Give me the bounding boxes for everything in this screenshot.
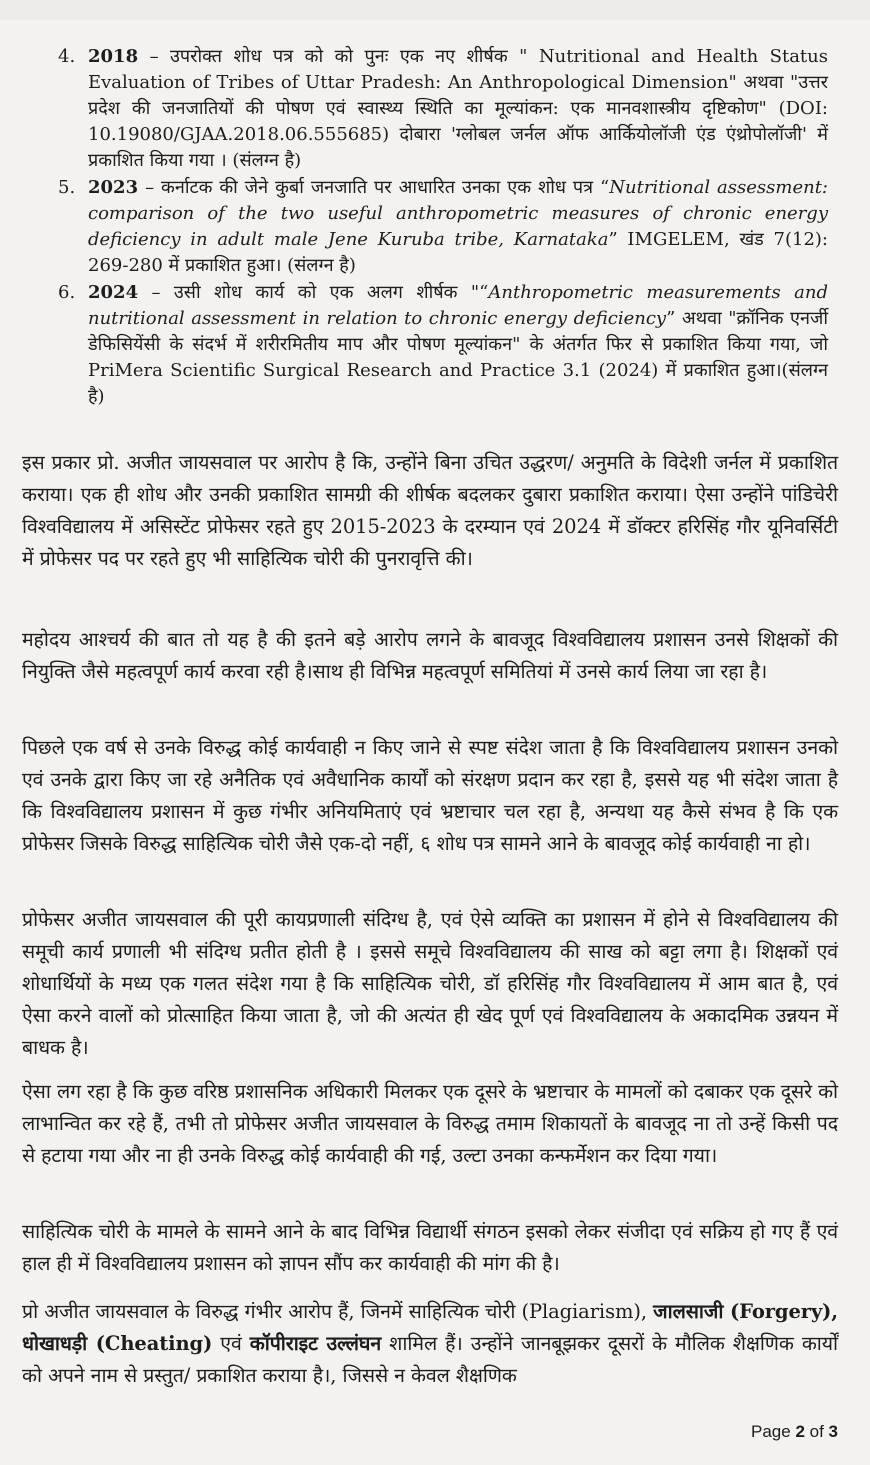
list-text: – उसी शोध कार्य को एक अलग शीर्षक "“	[138, 282, 489, 303]
body-paragraph: साहित्यिक चोरी के मामले के सामने आने के बाद विभिन्न विद्यार्थी संगठन इसको लेकर संजीदा एवं सक्रिय हो गए हैं एवं हाल ही में विश्वविद्यालय प्रशासन को ज्ञापन सौंप कर कार्यवाही की मांग की है।	[22, 1220, 838, 1275]
body-paragraph: महोदय आश्चर्य की बात तो यह है की इतने बड़े आरोप लगने के बावजूद विश्वविद्यालय प्रशासन उनसे शिक्षकों की नियुक्ति जैसे महत्वपूर्ण कार्य करवा रही है।साथ ही विभिन्न महत्वपूर्ण समितियां में उनसे कार्य लिया जा रहा है।	[22, 628, 838, 683]
paper-title: Anthropometric measurements and nutritional assessment in relation to chronic energy deficiency	[88, 282, 828, 329]
list-text: – उपरोक्त शोध पत्र को को पुनः एक नए शीर्षक " Nutritional and Health Status Evaluation of Tribes of Uttar Pradesh: An Anthropological Dimension" अथवा "उत्तर प्रदेश की जनजातियों की पोषण एवं स्वास्थ्य स्थिति का मूल्यांकन: एक मानवशास्त्रीय दृष्टिकोण" (DOI: 10.19080/GJAA.2018.06.555685) दोबारा 'ग्लोबल जर्नल ऑफ आर्कियोलॉजी एंड एंथ्रोपोलॉजी' में प्रकाशित किया गया । (संलग्न है)	[88, 46, 828, 171]
list-item	[58, 175, 828, 279]
list-item	[58, 280, 828, 410]
paper-title: Nutritional assessment: comparison of the two useful anthropometric measures of chronic energy deficiency in adult male Jene Kuruba tribe, Karnataka	[88, 177, 828, 250]
scan-top-edge	[0, 0, 870, 20]
body-paragraph: ऐसा लग रहा है कि कुछ वरिष्ठ प्रशासनिक अधिकारी मिलकर एक दूसरे के भ्रष्टाचार के मामलों को दबाकर एक दूसरे को लाभान्वित कर रहे हैं, तभी तो प्रोफेसर अजीत जायसवाल के विरुद्ध तमाम शिकायतों के बावजूद ना तो उन्हें किसी पद से हटाया गया और ना ही उनके विरुद्ध कोई कार्यवाही की गई, उल्टा उनका कन्फर्मेशन कर दिया गया।	[22, 1080, 838, 1167]
page-number: Page 2 of 3	[751, 1422, 838, 1441]
list-year: 2023	[88, 177, 139, 198]
list-text: – कर्नाटक की जेने कुर्बा जनजाति पर आधारित उनका एक शोध पत्र “	[138, 177, 610, 198]
body-paragraph: इस प्रकार प्रो. अजीत जायसवाल पर आरोप है कि, उन्होंने बिना उचित उद्धरण/ अनुमति के विदेशी जर्नल में प्रकाशित कराया। एक ही शोध और उनकी प्रकाशित सामग्री की शीर्षक बदलकर दुबारा प्रकाशित कराया। ऐसा उन्होंने पांडिचेरी विश्वविद्यालय में असिस्टेंट प्रोफेसर रहते हुए 2015-2023 के दरम्यान एवं 2024 में डॉक्टर हरिसिंह गौर यूनिवर्सिटी में प्रोफेसर पद पर रहते हुए भी साहित्यिक चोरी की पुनरावृत्ति की।	[22, 451, 838, 570]
list-text: ” IMGELEM, खंड 7(12): 269-280 में प्रकाशित हुआ। (संलग्न है)	[88, 229, 828, 276]
list-number: 4.	[58, 46, 76, 67]
body-paragraph: प्रोफेसर अजीत जायसवाल की पूरी कायप्रणाली संदिग्ध है, एवं ऐसे व्यक्ति का प्रशासन में होने से विश्वविद्यालय की समूची कार्य प्रणाली भी संदिग्ध प्रतीत होती है । इससे समूचे विश्वविद्यालय की साख को बट्टा लगा है। शिक्षकों एवं शोधार्थियों के मध्य एक गलत संदेश गया है कि साहित्यिक चोरी, डॉ हरिसिंह गौर विश्वविद्यालय में आम बात है, एवं ऐसा करने वालों को प्रोत्साहित किया जाता है, जो की अत्यंत ही खेद पूर्ण एवं विश्वविद्यालय के अकादमिक उन्नयन में बाधक है।	[22, 908, 838, 1059]
publication-list	[58, 44, 828, 411]
list-number: 6.	[58, 282, 76, 303]
list-text: ” अथवा "क्रॉनिक एनर्जी डेफिसियेंसी के संदर्भ में शरीरमितीय माप और पोषण मूल्यांकन" के अंतर्गत फिर से प्रकाशित किया गया, जो PriMera Scientific Surgical Research and Practice 3.1 (2024) में प्रकाशित हुआ।(संलग्न है)	[88, 308, 828, 407]
list-number: 5.	[58, 177, 76, 198]
list-item	[58, 44, 828, 174]
body-paragraph: पिछले एक वर्ष से उनके विरुद्ध कोई कार्यवाही न किए जाने से स्पष्ट संदेश जाता है कि विश्वविद्यालय प्रशासन उनको एवं उनके द्वारा किए जा रहे अनैतिक एवं अवैधानिक कार्यों को संरक्षण प्रदान कर रहा है, इससे यह भी संदेश जाता है कि विश्वविद्यालय प्रशासन में कुछ गंभीर अनियमिताएं एवं भ्रष्टाचार चल रहा है, अन्यथा यह कैसे संभव है कि एक प्रोफेसर जिसके विरुद्ध साहित्यिक चोरी जैसे एक-दो नहीं, ६ शोध पत्र सामने आने के बावजूद कोई कार्यवाही ना हो।	[22, 736, 838, 855]
body-paragraph: प्रो अजीत जायसवाल के विरुद्ध गंभीर आरोप हैं, जिनमें साहित्यिक चोरी (Plagiarism), जालसाजी (Forgery), धोखाधड़ी (Cheating) एवं कॉपीराइट उल्लंघन शामिल हैं। उन्होंने जानबूझकर दूसरों के मौलिक शैक्षणिक कार्यों को अपने नाम से प्रस्तुत/ प्रकाशित कराया है।, जिससे न केवल शैक्षणिक	[22, 1300, 838, 1387]
bold-term: कॉपीराइट उल्लंघन	[249, 1332, 382, 1355]
list-year: 2024	[88, 282, 139, 303]
list-year: 2018	[88, 46, 139, 67]
bold-term: जालसाजी (Forgery), धोखाधड़ी (Cheating)	[22, 1300, 838, 1355]
